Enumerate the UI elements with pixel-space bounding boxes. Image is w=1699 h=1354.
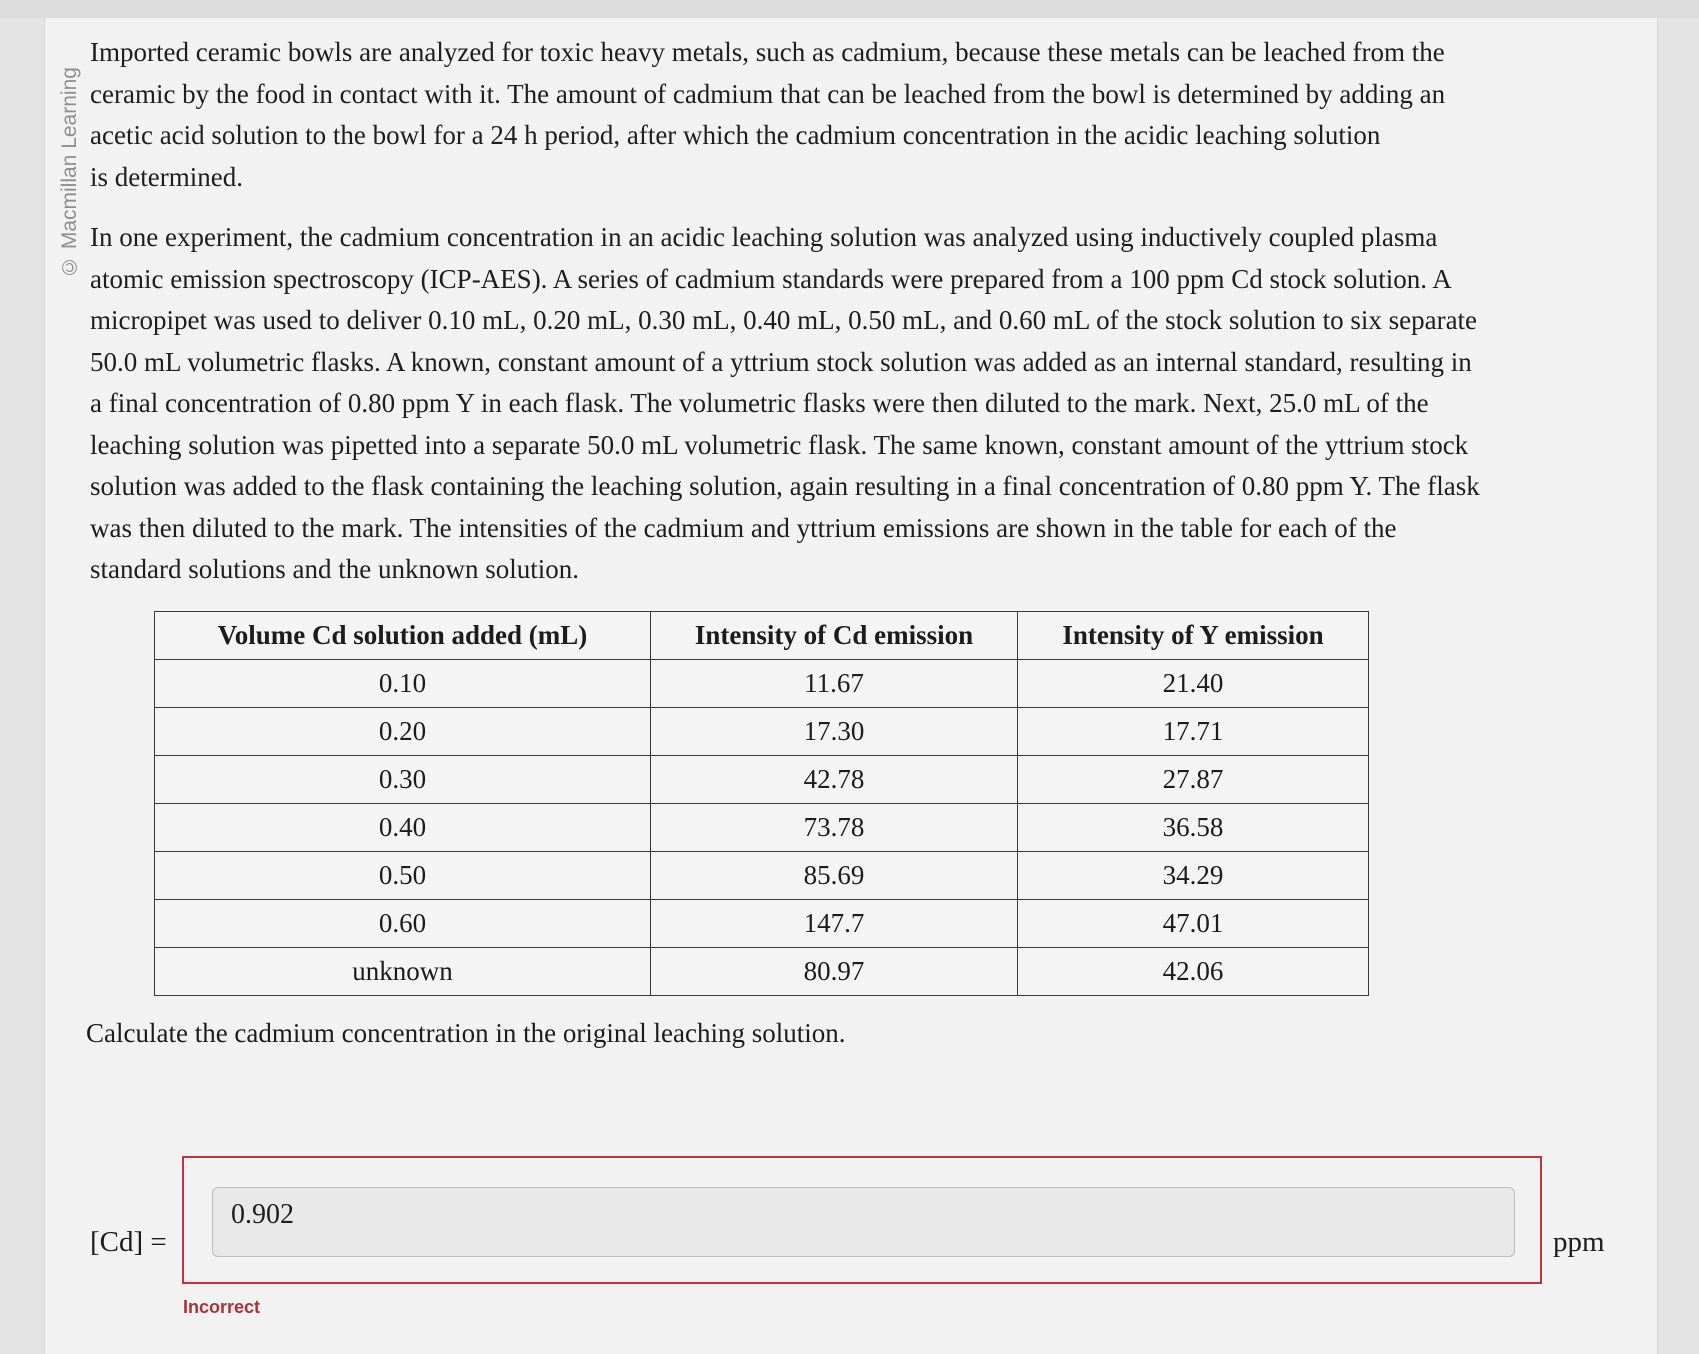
cell-cd-intensity: 17.30 [651, 708, 1018, 756]
table-row [155, 804, 1369, 852]
table-row [155, 660, 1369, 708]
cell-cd-intensity: 85.69 [651, 852, 1018, 900]
table-row [155, 852, 1369, 900]
experiment-line: In one experiment, the cadmium concentration in an acidic leaching solution was analyzed using inductively coupled plasma [90, 222, 1438, 252]
table-row [155, 948, 1369, 996]
intro-paragraph [90, 32, 1610, 198]
cell-volume: 0.50 [155, 852, 651, 900]
cell-volume: 0.30 [155, 756, 651, 804]
cell-y-intensity: 21.40 [1018, 660, 1369, 708]
cell-y-intensity: 17.71 [1018, 708, 1369, 756]
cell-cd-intensity: 80.97 [651, 948, 1018, 996]
experiment-line: was then diluted to the mark. The intensities of the cadmium and yttrium emissions are shown in the table for each of the [90, 512, 1397, 543]
cell-cd-intensity: 11.67 [651, 660, 1018, 708]
table-row [155, 900, 1369, 948]
cell-y-intensity: 27.87 [1018, 756, 1369, 804]
answer-label: [Cd] = [90, 1226, 167, 1258]
intro-line: ceramic by the food in contact with it. The amount of cadmium that can be leached from the bowl is determined by adding an [90, 78, 1446, 109]
copyright-watermark: © Macmillan Learning [58, 67, 81, 278]
experiment-line: micropipet was used to deliver 0.10 mL, 0.20 mL, 0.30 mL, 0.40 mL, 0.50 mL, and 0.60 mL of the stock solution to six separate [90, 305, 1478, 335]
experiment-line: 50.0 mL volumetric flasks. A known, constant amount of a yttrium stock solution was added as an internal standard, resulting in [90, 346, 1472, 377]
table-row [155, 708, 1369, 756]
intro-line: acetic acid solution to the bowl for a 24 h period, after which the cadmium concentration in the acidic leaching solution [90, 120, 1381, 150]
cell-volume: 0.20 [155, 708, 651, 756]
cell-volume: unknown [155, 948, 651, 996]
header-cd-intensity: Intensity of Cd emission [651, 612, 1018, 660]
cell-volume: 0.10 [155, 660, 651, 708]
table-header-row [155, 612, 1369, 660]
cell-cd-intensity: 147.7 [651, 900, 1018, 948]
cell-cd-intensity: 73.78 [651, 804, 1018, 852]
emission-data-table [154, 611, 1369, 996]
cell-y-intensity: 47.01 [1018, 900, 1369, 948]
cell-volume: 0.60 [155, 900, 651, 948]
experiment-paragraph [90, 217, 1625, 591]
experiment-line: a final concentration of 0.80 ppm Y in each flask. The volumetric flasks were then diluted to the mark. Next, 25.0 mL of the [90, 388, 1429, 418]
intro-line: is determined. [90, 161, 243, 192]
unit-label: ppm [1553, 1226, 1605, 1258]
top-strip [0, 0, 1699, 18]
experiment-line: leaching solution was pipetted into a separate 50.0 mL volumetric flask. The same known, constant amount of the yttrium stock [90, 429, 1469, 460]
cd-concentration-input[interactable] [212, 1187, 1515, 1257]
experiment-line: solution was added to the flask containing the leaching solution, again resulting in a final concentration of 0.80 ppm Y. The flask [90, 471, 1480, 501]
answer-frame-error [182, 1156, 1542, 1284]
cell-y-intensity: 34.29 [1018, 852, 1369, 900]
experiment-line: atomic emission spectroscopy (ICP-AES). A series of cadmium standards were prepared from a 100 ppm Cd stock solution. A [90, 263, 1452, 294]
cell-cd-intensity: 42.78 [651, 756, 1018, 804]
incorrect-status: Incorrect [183, 1297, 261, 1317]
experiment-line: standard solutions and the unknown solution. [90, 554, 579, 584]
header-volume: Volume Cd solution added (mL) [155, 612, 651, 660]
question-prompt: Calculate the cadmium concentration in the original leaching solution. [86, 1018, 846, 1048]
cell-y-intensity: 42.06 [1018, 948, 1369, 996]
table-row [155, 756, 1369, 804]
cell-y-intensity: 36.58 [1018, 804, 1369, 852]
cell-volume: 0.40 [155, 804, 651, 852]
intro-line: Imported ceramic bowls are analyzed for toxic heavy metals, such as cadmium, because these metals can be leached from the [90, 37, 1445, 67]
header-y-intensity: Intensity of Y emission [1018, 612, 1369, 660]
